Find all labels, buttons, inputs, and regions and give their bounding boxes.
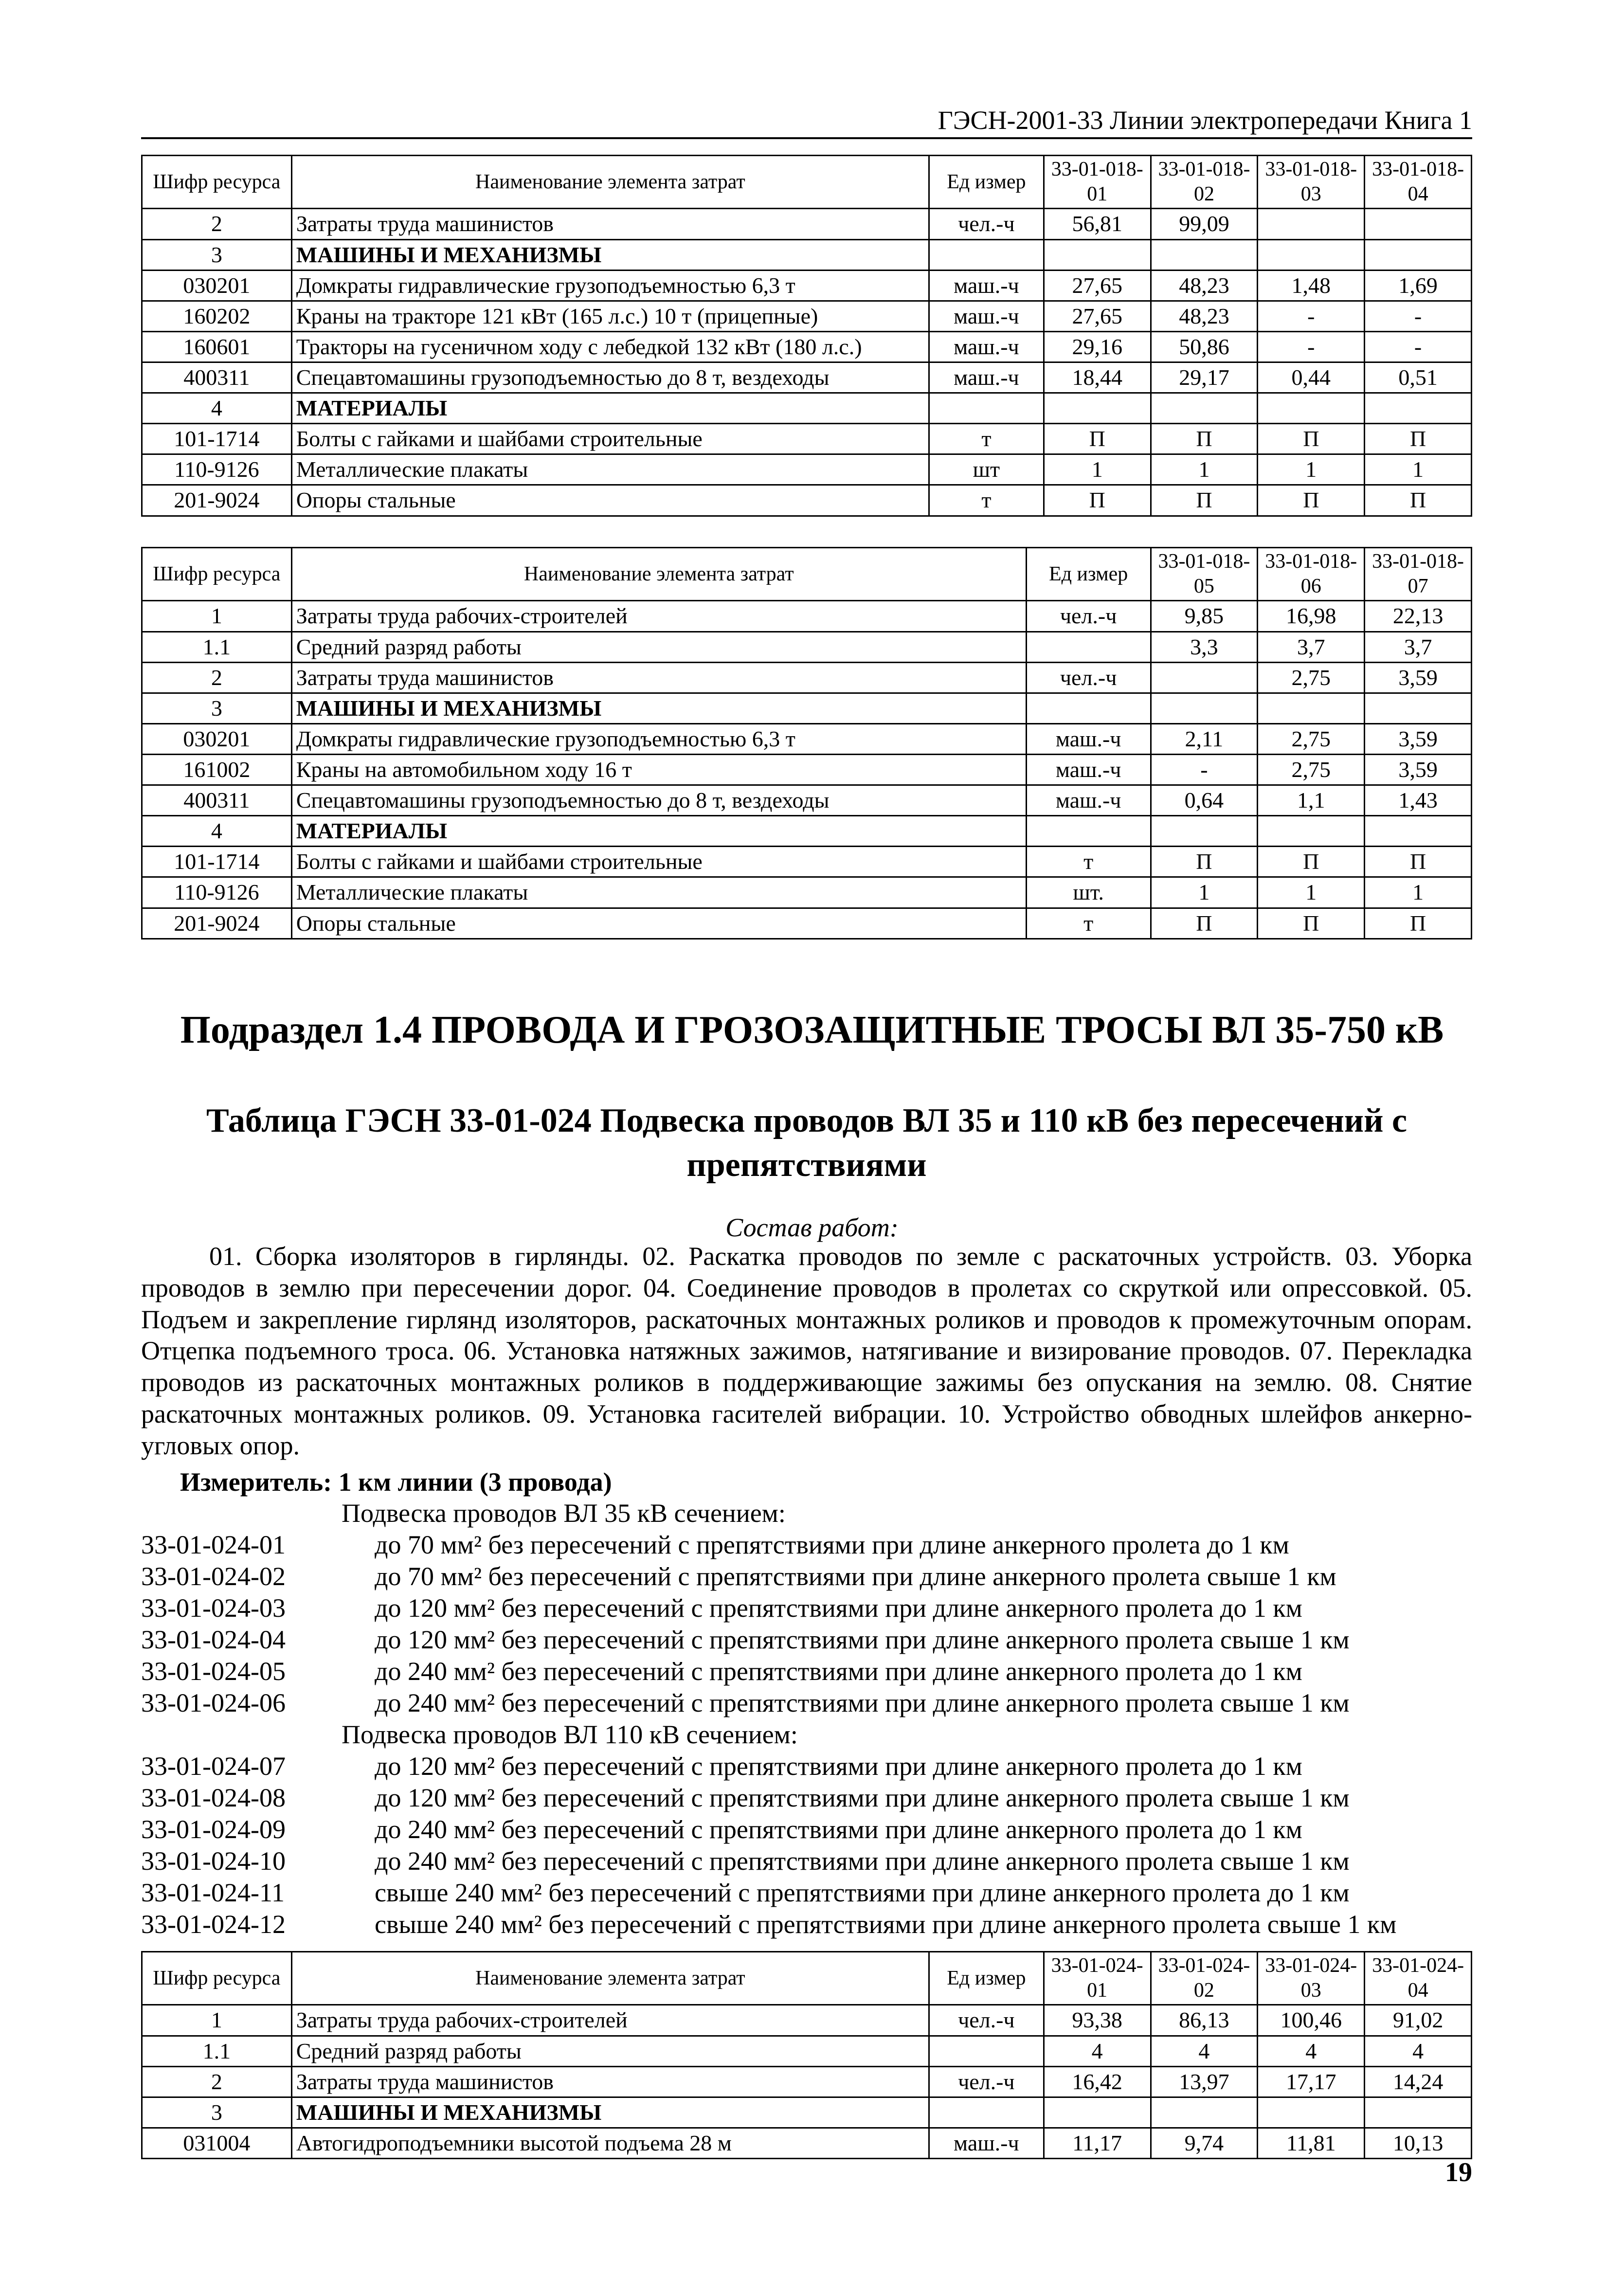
col-header-norm: 33-01-018-04 xyxy=(1365,156,1472,209)
norm-group-heading xyxy=(141,1498,1472,1529)
value-cell xyxy=(1044,2097,1151,2128)
col-header-code: Шифр ресурса xyxy=(142,1952,292,2005)
norm-item xyxy=(141,1845,1472,1877)
value-cell: - xyxy=(1365,301,1472,331)
norm-code: 33-01-024-02 xyxy=(141,1562,286,1591)
value-cell: П xyxy=(1365,908,1472,939)
unit-cell xyxy=(929,2097,1044,2128)
norm-description: до 240 мм² без пересечений с препятствиями при длине анкерного пролета до 1 км xyxy=(375,1815,1302,1844)
value-cell: 27,65 xyxy=(1044,270,1151,301)
norm-description: до 240 мм² без пересечений с препятствиями при длине анкерного пролета свыше 1 км xyxy=(375,1688,1350,1717)
norm-item xyxy=(141,1877,1472,1909)
norm-item xyxy=(141,1687,1472,1719)
resource-name: Болты с гайками и шайбами строительные xyxy=(291,847,1026,877)
norm-description: до 240 мм² без пересечений с препятствиями при длине анкерного пролета до 1 км xyxy=(375,1657,1302,1686)
resource-code: 030201 xyxy=(142,270,292,301)
section-row xyxy=(142,693,1472,723)
unit-cell: маш.-ч xyxy=(929,362,1044,393)
value-cell: 1 xyxy=(1258,454,1365,485)
value-cell: 11,81 xyxy=(1258,2128,1365,2158)
value-cell: - xyxy=(1151,755,1258,785)
resource-code: 3 xyxy=(142,239,292,270)
value-cell: 17,17 xyxy=(1258,2066,1365,2097)
resource-code: 4 xyxy=(142,816,292,847)
value-cell xyxy=(1365,816,1472,847)
value-cell: 29,17 xyxy=(1151,362,1258,393)
table-row xyxy=(142,877,1472,908)
section-row xyxy=(142,2097,1472,2128)
norm-group-heading xyxy=(141,1719,1472,1751)
resource-code: 1.1 xyxy=(142,2036,292,2066)
value-cell: П xyxy=(1044,424,1151,454)
resource-name: Домкраты гидравлические грузоподъемностью 6,3 т xyxy=(291,723,1026,754)
resource-code: 160601 xyxy=(142,331,292,362)
table-row xyxy=(142,301,1472,331)
resource-table-018-01-04 xyxy=(141,155,1472,517)
value-cell: П xyxy=(1151,908,1258,939)
value-cell xyxy=(1151,693,1258,723)
resource-name: Автогидроподъемники высотой подъема 28 м xyxy=(291,2128,929,2158)
table-header-row xyxy=(142,548,1472,601)
col-header-unit: Ед измер xyxy=(929,156,1044,209)
unit-cell xyxy=(929,239,1044,270)
value-cell xyxy=(1258,239,1365,270)
resource-table-018-05-07 xyxy=(141,547,1472,939)
value-cell: 91,02 xyxy=(1365,2005,1472,2036)
value-cell: 4 xyxy=(1258,2036,1365,2066)
table-row xyxy=(142,270,1472,301)
section-row xyxy=(142,816,1472,847)
unit-cell: т xyxy=(1026,847,1151,877)
value-cell: - xyxy=(1365,331,1472,362)
value-cell: 22,13 xyxy=(1365,601,1472,632)
resource-name: Спецавтомашины грузоподъемностью до 8 т, вездеходы xyxy=(291,785,1026,816)
resource-name: Тракторы на гусеничном ходу с лебедкой 132 кВт (180 л.с.) xyxy=(291,331,929,362)
norm-item xyxy=(141,1751,1472,1782)
norm-item xyxy=(141,1624,1472,1656)
norm-item xyxy=(141,1561,1472,1592)
value-cell: 99,09 xyxy=(1151,209,1258,239)
table-row xyxy=(142,331,1472,362)
table-row xyxy=(142,485,1472,516)
col-header-unit: Ед измер xyxy=(1026,548,1151,601)
norm-code: 33-01-024-10 xyxy=(141,1846,286,1876)
value-cell: 1 xyxy=(1258,877,1365,908)
unit-cell: маш.-ч xyxy=(1026,755,1151,785)
norm-code: 33-01-024-12 xyxy=(141,1910,286,1939)
norm-item xyxy=(141,1592,1472,1624)
value-cell: 0,51 xyxy=(1365,362,1472,393)
value-cell: 3,59 xyxy=(1365,662,1472,693)
value-cell xyxy=(1258,209,1365,239)
col-header-norm: 33-01-018-07 xyxy=(1365,548,1472,601)
resource-code: 2 xyxy=(142,2066,292,2097)
norm-description: до 120 мм² без пересечений с препятствиями при длине анкерного пролета до 1 км xyxy=(375,1593,1302,1623)
col-header-unit: Ед измер xyxy=(929,1952,1044,2005)
value-cell: П xyxy=(1365,847,1472,877)
resource-name: Краны на тракторе 121 кВт (165 л.с.) 10 т (прицепные) xyxy=(291,301,929,331)
col-header-norm: 33-01-024-04 xyxy=(1365,1952,1472,2005)
value-cell: П xyxy=(1365,424,1472,454)
value-cell: 3,59 xyxy=(1365,723,1472,754)
unit-cell: т xyxy=(1026,908,1151,939)
norm-item xyxy=(141,1909,1472,1940)
resource-name: Болты с гайками и шайбами строительные xyxy=(291,424,929,454)
norm-description: до 120 мм² без пересечений с препятствиями при длине анкерного пролета до 1 км xyxy=(375,1752,1302,1781)
resource-code: 110-9126 xyxy=(142,454,292,485)
value-cell: 2,11 xyxy=(1151,723,1258,754)
table-row xyxy=(142,908,1472,939)
resource-name: Затраты труда машинистов xyxy=(291,662,1026,693)
subsection-title: Подраздел 1.4 ПРОВОДА И ГРОЗОЗАЩИТНЫЕ ТРОСЫ ВЛ 35-750 кВ xyxy=(180,1009,1444,1051)
value-cell: 9,85 xyxy=(1151,601,1258,632)
value-cell: П xyxy=(1151,424,1258,454)
value-cell: П xyxy=(1365,485,1472,516)
value-cell xyxy=(1151,2097,1258,2128)
resource-name: Затраты труда рабочих-строителей xyxy=(291,601,1026,632)
col-header-norm: 33-01-018-05 xyxy=(1151,548,1258,601)
unit-cell xyxy=(1026,693,1151,723)
norm-list xyxy=(141,1498,1472,1940)
resource-name: Спецавтомашины грузоподъемностью до 8 т, вездеходы xyxy=(291,362,929,393)
value-cell xyxy=(1365,693,1472,723)
resource-name: Опоры стальные xyxy=(291,485,929,516)
unit-cell: т xyxy=(929,424,1044,454)
table-row xyxy=(142,209,1472,239)
norm-description: до 240 мм² без пересечений с препятствиями при длине анкерного пролета свыше 1 км xyxy=(375,1846,1350,1876)
resource-code: 2 xyxy=(142,209,292,239)
value-cell: 4 xyxy=(1044,2036,1151,2066)
table-header-row xyxy=(142,156,1472,209)
col-header-name: Наименование элемента затрат xyxy=(291,156,929,209)
col-header-name: Наименование элемента затрат xyxy=(291,548,1026,601)
value-cell xyxy=(1258,816,1365,847)
value-cell xyxy=(1365,2097,1472,2128)
resource-name: Затраты труда рабочих-строителей xyxy=(291,2005,929,2036)
value-cell: 16,42 xyxy=(1044,2066,1151,2097)
value-cell: 1,1 xyxy=(1258,785,1365,816)
value-cell: 27,65 xyxy=(1044,301,1151,331)
value-cell xyxy=(1151,816,1258,847)
value-cell: 1 xyxy=(1151,877,1258,908)
col-header-norm: 33-01-018-01 xyxy=(1044,156,1151,209)
resource-name: МАШИНЫ И МЕХАНИЗМЫ xyxy=(291,239,929,270)
header-rule xyxy=(141,137,1472,139)
value-cell xyxy=(1258,693,1365,723)
value-cell: 2,75 xyxy=(1258,755,1365,785)
table-row xyxy=(142,601,1472,632)
norm-code: 33-01-024-09 xyxy=(141,1815,286,1844)
running-header: ГЭСН-2001-33 Линии электропередачи Книга 1 xyxy=(938,106,1472,135)
resource-name: Затраты труда машинистов xyxy=(291,2066,929,2097)
value-cell: 0,64 xyxy=(1151,785,1258,816)
value-cell: 18,44 xyxy=(1044,362,1151,393)
unit-cell: маш.-ч xyxy=(1026,723,1151,754)
unit-cell: маш.-ч xyxy=(929,2128,1044,2158)
norm-code: 33-01-024-03 xyxy=(141,1593,286,1623)
value-cell: 9,74 xyxy=(1151,2128,1258,2158)
norm-description: свыше 240 мм² без пересечений с препятствиями при длине анкерного пролета свыше 1 км xyxy=(375,1910,1397,1939)
value-cell: 56,81 xyxy=(1044,209,1151,239)
col-header-norm: 33-01-018-02 xyxy=(1151,156,1258,209)
value-cell: П xyxy=(1151,847,1258,877)
value-cell: 4 xyxy=(1365,2036,1472,2066)
composition-text: 01. Сборка изоляторов в гирлянды. 02. Раскатка проводов по земле с раскаточных устройств. 03. Уборка проводов в землю при пересечении дорог. 04. Соединение проводов в пролетах со скруткой или опрессовкой. 05. Подъем и закрепление гирлянд изоляторов, раскаточных монтажных роликов и проводов к промежуточным опорам. Отцепка подъемного троса. 06. Установка натяжных зажимов, натягивание и визирование проводов. 07. Перекладка проводов из раскаточных монтажных роликов в поддерживающие зажимы без опускания на землю. 08. Снятие раскаточных монтажных роликов. 09. Установка гасителей вибрации. 10. Устройство обводных шлейфов анкерно-угловых опор. xyxy=(141,1242,1472,1460)
composition-heading: Состав работ: xyxy=(725,1213,899,1242)
resource-code: 3 xyxy=(142,2097,292,2128)
unit-cell: маш.-ч xyxy=(929,270,1044,301)
value-cell: П xyxy=(1258,424,1365,454)
norm-item xyxy=(141,1814,1472,1845)
col-header-norm: 33-01-024-01 xyxy=(1044,1952,1151,2005)
value-cell xyxy=(1151,662,1258,693)
value-cell: 29,16 xyxy=(1044,331,1151,362)
resource-code: 400311 xyxy=(142,362,292,393)
unit-cell xyxy=(929,393,1044,424)
value-cell: 16,98 xyxy=(1258,601,1365,632)
resource-table-024-01-04 xyxy=(141,1951,1472,2159)
value-cell: П xyxy=(1258,908,1365,939)
value-cell: 3,7 xyxy=(1258,632,1365,662)
norm-code: 33-01-024-04 xyxy=(141,1625,286,1654)
resource-name: Краны на автомобильном ходу 16 т xyxy=(291,755,1026,785)
table-row xyxy=(142,847,1472,877)
value-cell: П xyxy=(1258,485,1365,516)
resource-code: 4 xyxy=(142,393,292,424)
norm-description: до 120 мм² без пересечений с препятствиями при длине анкерного пролета свыше 1 км xyxy=(375,1625,1350,1654)
value-cell: П xyxy=(1258,847,1365,877)
resource-name: Домкраты гидравлические грузоподъемностью 6,3 т xyxy=(291,270,929,301)
meter-line: Измеритель: 1 км линии (3 провода) xyxy=(180,1467,612,1497)
unit-cell: чел.-ч xyxy=(1026,662,1151,693)
value-cell: 1,48 xyxy=(1258,270,1365,301)
resource-name: Затраты труда машинистов xyxy=(291,209,929,239)
table-row xyxy=(142,723,1472,754)
value-cell xyxy=(1151,393,1258,424)
value-cell: 1 xyxy=(1365,454,1472,485)
value-cell: 3,3 xyxy=(1151,632,1258,662)
resource-code: 160202 xyxy=(142,301,292,331)
value-cell: - xyxy=(1258,331,1365,362)
value-cell: 2,75 xyxy=(1258,662,1365,693)
value-cell: 1 xyxy=(1044,454,1151,485)
norm-code: 33-01-024-07 xyxy=(141,1752,286,1781)
table-row xyxy=(142,2128,1472,2158)
col-header-code: Шифр ресурса xyxy=(142,156,292,209)
unit-cell: чел.-ч xyxy=(929,2005,1044,2036)
value-cell xyxy=(1151,239,1258,270)
resource-code: 110-9126 xyxy=(142,877,292,908)
value-cell: 14,24 xyxy=(1365,2066,1472,2097)
resource-code: 1 xyxy=(142,601,292,632)
resource-code: 2 xyxy=(142,662,292,693)
resource-code: 201-9024 xyxy=(142,485,292,516)
resource-code: 101-1714 xyxy=(142,424,292,454)
value-cell: 2,75 xyxy=(1258,723,1365,754)
norm-description: Подвеска проводов ВЛ 35 кВ сечением: xyxy=(342,1499,786,1528)
value-cell: 3,59 xyxy=(1365,755,1472,785)
unit-cell: т xyxy=(929,485,1044,516)
table-row xyxy=(142,632,1472,662)
resource-name: МАШИНЫ И МЕХАНИЗМЫ xyxy=(291,2097,929,2128)
col-header-norm: 33-01-018-03 xyxy=(1258,156,1365,209)
norm-description: свыше 240 мм² без пересечений с препятствиями при длине анкерного пролета до 1 км xyxy=(375,1878,1350,1907)
resource-code: 101-1714 xyxy=(142,847,292,877)
table-row xyxy=(142,785,1472,816)
value-cell: 10,13 xyxy=(1365,2128,1472,2158)
resource-name: Металлические плакаты xyxy=(291,877,1026,908)
norm-item xyxy=(141,1656,1472,1687)
resource-code: 031004 xyxy=(142,2128,292,2158)
value-cell xyxy=(1258,2097,1365,2128)
section-row xyxy=(142,239,1472,270)
table-header-row xyxy=(142,1952,1472,2005)
unit-cell: маш.-ч xyxy=(929,301,1044,331)
value-cell: 86,13 xyxy=(1151,2005,1258,2036)
norm-item xyxy=(141,1782,1472,1814)
page-number: 19 xyxy=(1445,2157,1472,2187)
col-header-norm: 33-01-018-06 xyxy=(1258,548,1365,601)
value-cell: 48,23 xyxy=(1151,270,1258,301)
norm-code: 33-01-024-08 xyxy=(141,1783,286,1812)
unit-cell: шт. xyxy=(1026,877,1151,908)
value-cell: 50,86 xyxy=(1151,331,1258,362)
unit-cell: чел.-ч xyxy=(929,209,1044,239)
value-cell xyxy=(1258,393,1365,424)
unit-cell xyxy=(1026,632,1151,662)
unit-cell: маш.-ч xyxy=(1026,785,1151,816)
table-row xyxy=(142,362,1472,393)
col-header-norm: 33-01-024-02 xyxy=(1151,1952,1258,2005)
norm-item xyxy=(141,1529,1472,1561)
resource-name: МАТЕРИАЛЫ xyxy=(291,393,929,424)
norm-code: 33-01-024-11 xyxy=(141,1878,285,1907)
value-cell: 48,23 xyxy=(1151,301,1258,331)
table-row xyxy=(142,662,1472,693)
unit-cell xyxy=(929,2036,1044,2066)
value-cell: 13,97 xyxy=(1151,2066,1258,2097)
value-cell xyxy=(1365,393,1472,424)
value-cell: 4 xyxy=(1151,2036,1258,2066)
resource-name: Средний разряд работы xyxy=(291,632,1026,662)
value-cell: 1 xyxy=(1365,877,1472,908)
resource-code: 400311 xyxy=(142,785,292,816)
col-header-norm: 33-01-024-03 xyxy=(1258,1952,1365,2005)
unit-cell: шт xyxy=(929,454,1044,485)
resource-code: 1 xyxy=(142,2005,292,2036)
value-cell: 1,43 xyxy=(1365,785,1472,816)
value-cell: П xyxy=(1044,485,1151,516)
norm-description: Подвеска проводов ВЛ 110 кВ сечением: xyxy=(342,1720,798,1749)
col-header-name: Наименование элемента затрат xyxy=(291,1952,929,2005)
value-cell: 3,7 xyxy=(1365,632,1472,662)
unit-cell xyxy=(1026,816,1151,847)
value-cell: 100,46 xyxy=(1258,2005,1365,2036)
resource-code: 201-9024 xyxy=(142,908,292,939)
value-cell: 0,44 xyxy=(1258,362,1365,393)
table-row xyxy=(142,454,1472,485)
value-cell: - xyxy=(1258,301,1365,331)
norm-code: 33-01-024-05 xyxy=(141,1657,286,1686)
value-cell: 1,69 xyxy=(1365,270,1472,301)
unit-cell: чел.-ч xyxy=(929,2066,1044,2097)
table-row xyxy=(142,2036,1472,2066)
resource-code: 1.1 xyxy=(142,632,292,662)
unit-cell: маш.-ч xyxy=(929,331,1044,362)
value-cell xyxy=(1044,393,1151,424)
resource-name: МАШИНЫ И МЕХАНИЗМЫ xyxy=(291,693,1026,723)
resource-code: 3 xyxy=(142,693,292,723)
norm-description: до 70 мм² без пересечений с препятствиями при длине анкерного пролета до 1 км xyxy=(375,1530,1289,1559)
unit-cell: чел.-ч xyxy=(1026,601,1151,632)
resource-name: Металлические плакаты xyxy=(291,454,929,485)
resource-code: 030201 xyxy=(142,723,292,754)
norm-description: до 70 мм² без пересечений с препятствиями при длине анкерного пролета свыше 1 км xyxy=(375,1562,1336,1591)
value-cell xyxy=(1365,209,1472,239)
table-row xyxy=(142,424,1472,454)
resource-name: МАТЕРИАЛЫ xyxy=(291,816,1026,847)
norm-code: 33-01-024-01 xyxy=(141,1530,286,1559)
table-title: Таблица ГЭСН 33-01-024 Подвеска проводов ВЛ 35 и 110 кВ без пересечений с препятствиями xyxy=(206,1102,1407,1184)
norm-description: до 120 мм² без пересечений с препятствиями при длине анкерного пролета свыше 1 км xyxy=(375,1783,1350,1812)
section-row xyxy=(142,393,1472,424)
col-header-code: Шифр ресурса xyxy=(142,548,292,601)
resource-code: 161002 xyxy=(142,755,292,785)
table-row xyxy=(142,2066,1472,2097)
table-row xyxy=(142,2005,1472,2036)
table-row xyxy=(142,755,1472,785)
value-cell: 11,17 xyxy=(1044,2128,1151,2158)
norm-code: 33-01-024-06 xyxy=(141,1688,286,1717)
value-cell xyxy=(1044,239,1151,270)
resource-name: Опоры стальные xyxy=(291,908,1026,939)
value-cell: П xyxy=(1151,485,1258,516)
value-cell: 93,38 xyxy=(1044,2005,1151,2036)
value-cell: 1 xyxy=(1151,454,1258,485)
value-cell xyxy=(1365,239,1472,270)
resource-name: Средний разряд работы xyxy=(291,2036,929,2066)
